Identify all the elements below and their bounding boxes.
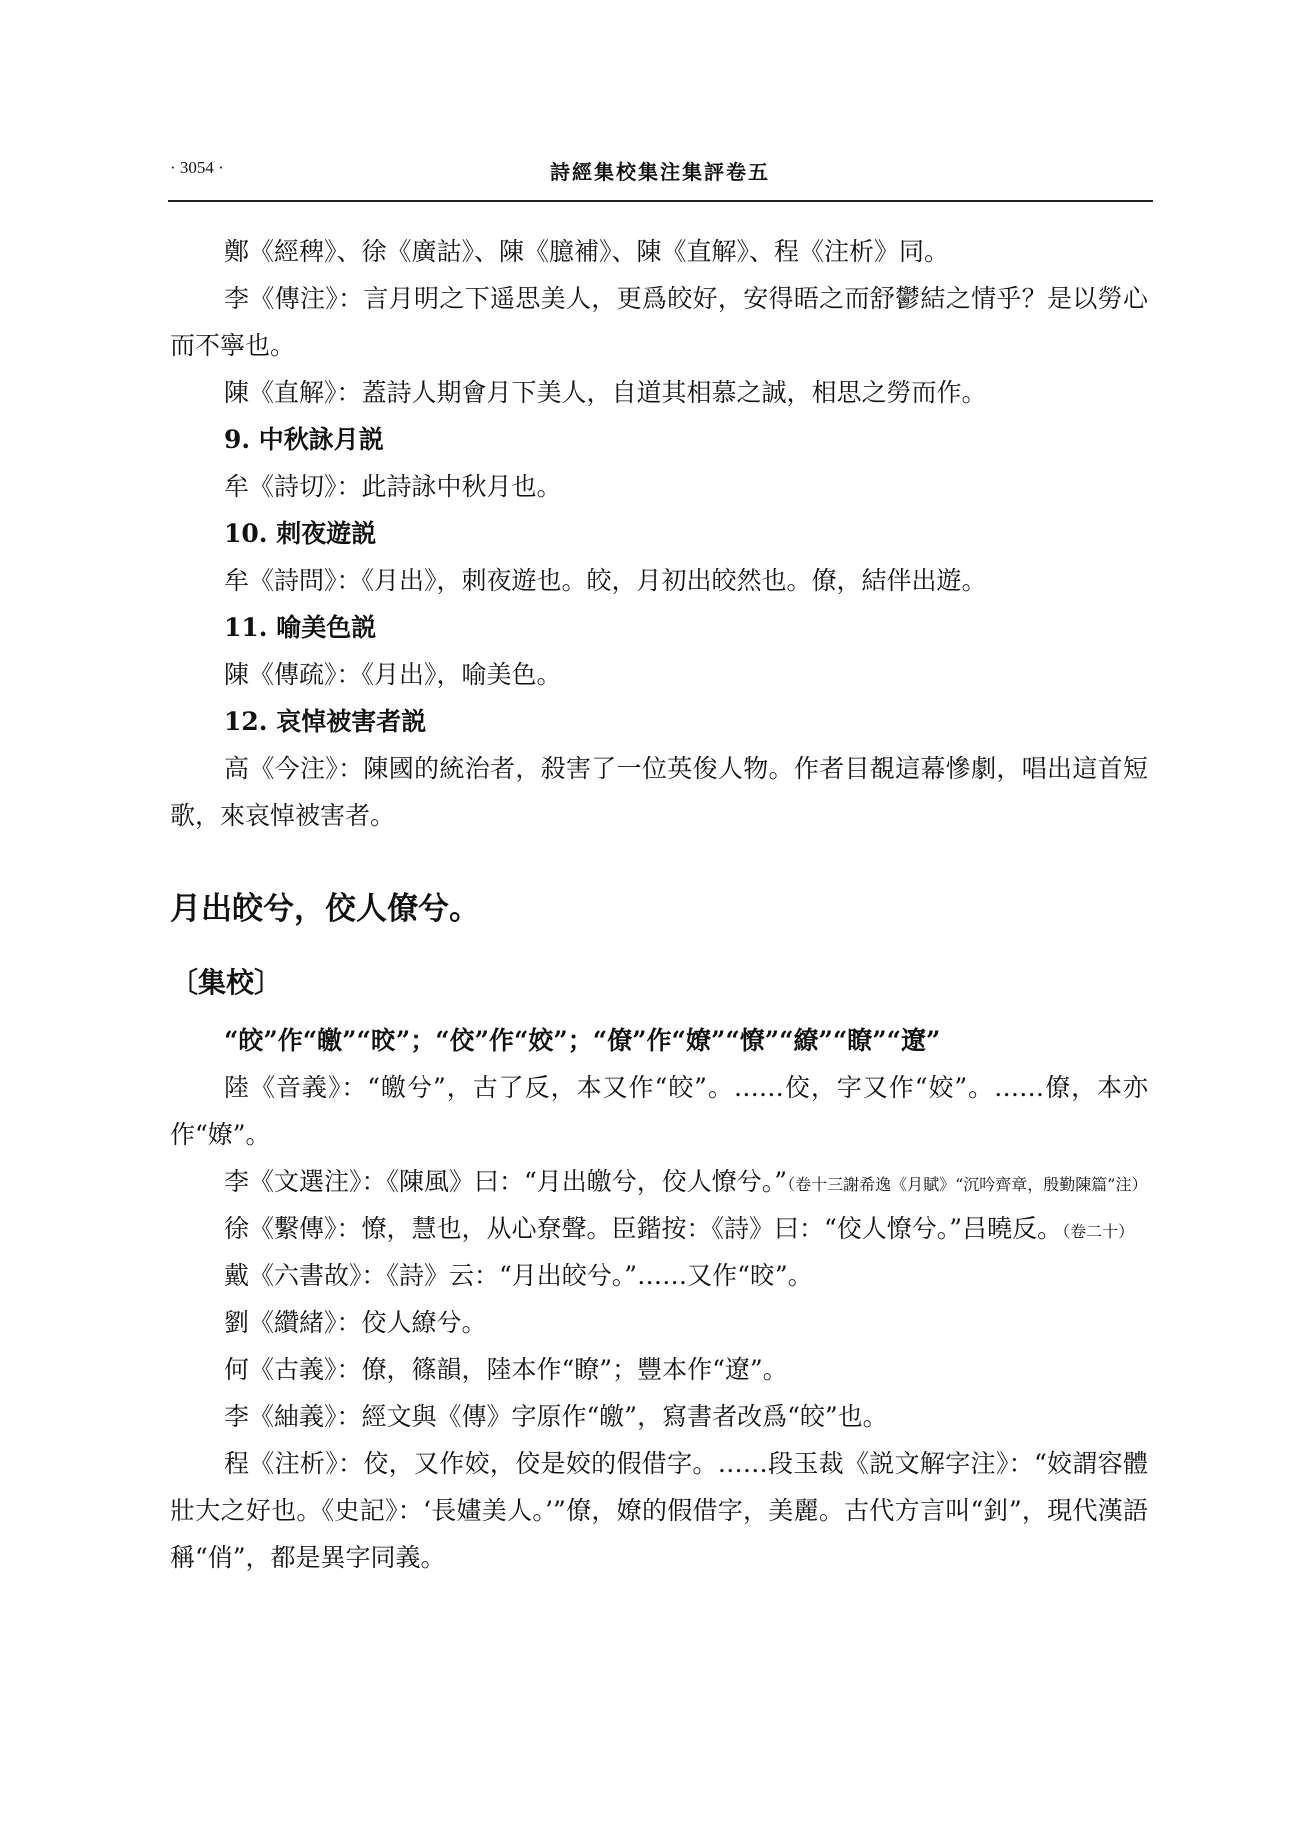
collation-text: 徐《繫傳》：憭，慧也，从心尞聲。臣鍇按：《詩》曰：“佼人憭兮。”吕曉反。 xyxy=(224,1214,1063,1243)
collation-note: （卷十三謝希逸《月賦》“沉吟齊章，殷勤陳篇”注） xyxy=(787,1175,1148,1194)
body-paragraph: 李《傳注》：言月明之下遥思美人，更爲皎好，安得晤之而舒鬱結之情乎？是以勞心而不寧也。 xyxy=(170,284,1148,360)
body-paragraph: 陳《傳疏》：《月出》，喻美色。 xyxy=(224,660,562,689)
collation-text: 李《文選注》：《陳風》曰：“月出皦兮，佼人憭兮。” xyxy=(224,1167,788,1196)
collation-note: （卷二十） xyxy=(1062,1222,1135,1241)
list-heading: 9. 中秋詠月説 xyxy=(224,425,384,454)
collation-entry xyxy=(170,1205,1148,1252)
section-heading: 〔集校〕 xyxy=(170,966,283,999)
body-paragraph: 鄭《經稗》、徐《廣詁》、陳《臆補》、陳《直解》、程《注析》同。 xyxy=(224,237,950,266)
collation-entry: 李《紬義》：經文與《傳》字原作“皦”，寫書者改爲“皎”也。 xyxy=(224,1402,888,1431)
page-number: · 3054 · xyxy=(170,158,224,177)
body-paragraph: 牟《詩切》：此詩詠中秋月也。 xyxy=(224,472,562,501)
collation-entry xyxy=(170,1158,1148,1205)
collation-entry: 劉《纘緒》：佼人繚兮。 xyxy=(224,1308,487,1337)
collation-entry: 戴《六書故》：《詩》云：“月出皎兮。”……又作“晈”。 xyxy=(224,1261,813,1290)
page-body xyxy=(170,228,1148,1581)
variants-line: “皎”作“皦”“晈”；“佼”作“姣”；“僚”作“嫽”“憭”“繚”“瞭”“遼” xyxy=(224,1026,941,1055)
collation-entry: 何《古義》：僚，篠韻，陸本作“瞭”；豐本作“遼”。 xyxy=(224,1355,788,1384)
header-rule xyxy=(168,200,1153,202)
body-paragraph: 高《今注》：陳國的統治者，殺害了一位英俊人物。作者目覩這幕慘劇，唱出這首短歌，來哀悼被害者。 xyxy=(170,754,1148,830)
list-heading: 10. 刺夜遊説 xyxy=(224,519,377,548)
collation-entry: 程《注析》：佼，又作姣，佼是姣的假借字。……段玉裁《説文解字注》：“姣謂容體壯大之好也。《史記》：‘長嫿美人。’”僚，嫽的假借字，美麗。古代方言叫“釗”，現代漢語稱“俏”，都是異字同義。 xyxy=(170,1449,1148,1572)
running-title: 詩經集校集注集評卷五 xyxy=(550,160,770,184)
body-paragraph: 陳《直解》：蓋詩人期會月下美人，自道其相慕之誠，相思之勞而作。 xyxy=(224,378,987,407)
page-header xyxy=(170,158,1150,188)
list-heading: 11. 喻美色説 xyxy=(224,613,377,642)
list-heading: 12. 哀悼被害者説 xyxy=(224,707,427,736)
body-paragraph: 牟《詩問》：《月出》，刺夜遊也。皎，月初出皎然也。僚，結伴出遊。 xyxy=(224,566,987,595)
verse-line: 月出皎兮，佼人僚兮。 xyxy=(170,891,480,927)
collation-entry: 陸《音義》：“皦兮”，古了反，本又作“皎”。……佼，字又作“姣”。……僚，本亦作“嫽”。 xyxy=(170,1073,1148,1149)
